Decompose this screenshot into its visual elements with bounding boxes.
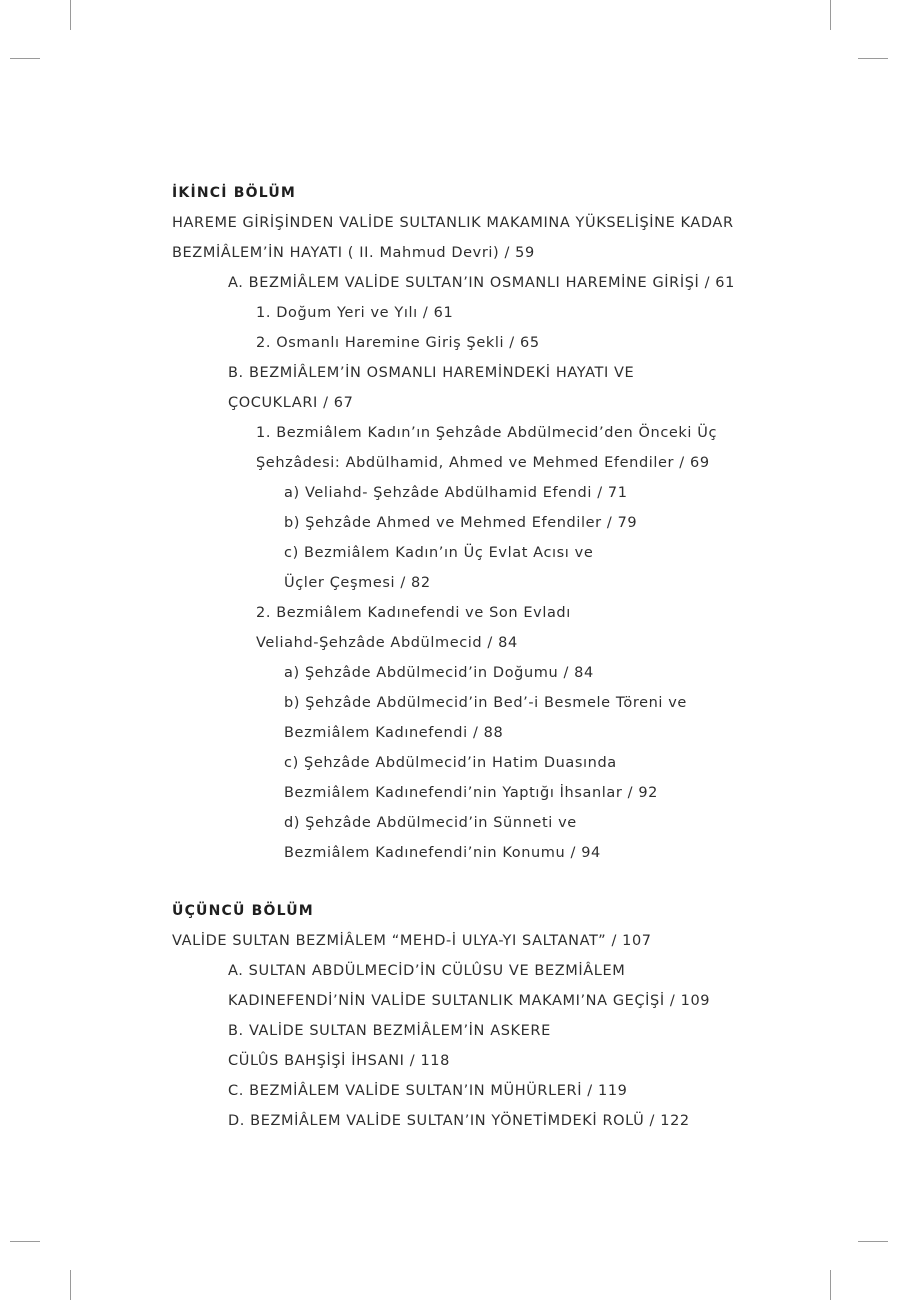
- crop-mark-top-right-vertical: [830, 0, 831, 30]
- toc-entry: VALİDE SULTAN BEZMİÂLEM “MEHD-İ ULYA-YI SALTANAT” / 107: [172, 933, 652, 949]
- toc-entry: b) Şehzâde Abdülmecid’in Bed’-i Besmele Töreni ve: [284, 695, 687, 711]
- section-heading: İKİNCİ BÖLÜM: [172, 185, 297, 201]
- toc-entry: Bezmiâlem Kadınefendi’nin Yaptığı İhsanlar / 92: [284, 785, 658, 801]
- toc-entry: C. BEZMİÂLEM VALİDE SULTAN’IN MÜHÜRLERİ / 119: [228, 1083, 628, 1099]
- toc-entry: KADINEFENDİ’NİN VALİDE SULTANLIK MAKAMI’NA GEÇİŞİ / 109: [228, 993, 711, 1009]
- section-gap: [172, 868, 872, 896]
- toc-entry: a) Şehzâde Abdülmecid’in Doğumu / 84: [284, 665, 594, 681]
- toc-entry: Bezmiâlem Kadınefendi / 88: [284, 725, 504, 741]
- toc-entry: 2. Bezmiâlem Kadınefendi ve Son Evladı: [256, 605, 571, 621]
- crop-mark-bottom-right-vertical: [830, 1270, 831, 1300]
- table-of-contents: [172, 178, 872, 1136]
- toc-entry: c) Şehzâde Abdülmecid’in Hatim Duasında: [284, 755, 617, 771]
- toc-entry: Şehzâdesi: Abdülhamid, Ahmed ve Mehmed Efendiler / 69: [256, 455, 710, 471]
- crop-mark-top-left-horizontal: [10, 58, 40, 59]
- toc-entry: B. BEZMİÂLEM’İN OSMANLI HAREMİNDEKİ HAYATI VE: [228, 365, 635, 381]
- toc-entry: b) Şehzâde Ahmed ve Mehmed Efendiler / 79: [284, 515, 638, 531]
- toc-entry: D. BEZMİÂLEM VALİDE SULTAN’IN YÖNETİMDEKİ ROLÜ / 122: [228, 1113, 690, 1129]
- section-heading: ÜÇÜNCÜ BÖLÜM: [172, 903, 314, 919]
- toc-entry: ÇOCUKLARI / 67: [228, 395, 354, 411]
- toc-entry: 2. Osmanlı Haremine Giriş Şekli / 65: [256, 335, 540, 351]
- toc-entry: Bezmiâlem Kadınefendi’nin Konumu / 94: [284, 845, 601, 861]
- crop-mark-bottom-right-horizontal: [858, 1241, 888, 1242]
- toc-entry: CÜLÛS BAHŞİŞİ İHSANI / 118: [228, 1053, 450, 1069]
- toc-entry: Üçler Çeşmesi / 82: [284, 575, 431, 591]
- toc-entry: B. VALİDE SULTAN BEZMİÂLEM’İN ASKERE: [228, 1023, 551, 1039]
- crop-mark-bottom-left-vertical: [70, 1270, 71, 1300]
- crop-mark-top-left-vertical: [70, 0, 71, 30]
- toc-entry: 1. Bezmiâlem Kadın’ın Şehzâde Abdülmecid’den Önceki Üç: [256, 425, 718, 441]
- crop-mark-top-right-horizontal: [858, 58, 888, 59]
- toc-entry: HAREME GİRİŞİNDEN VALİDE SULTANLIK MAKAMINA YÜKSELİŞİNE KADAR: [172, 215, 734, 231]
- toc-entry: c) Bezmiâlem Kadın’ın Üç Evlat Acısı ve: [284, 545, 594, 561]
- toc-entry: BEZMİÂLEM’İN HAYATI ( II. Mahmud Devri) / 59: [172, 245, 535, 261]
- toc-entry: a) Veliahd- Şehzâde Abdülhamid Efendi / 71: [284, 485, 628, 501]
- crop-mark-bottom-left-horizontal: [10, 1241, 40, 1242]
- toc-entry: A. BEZMİÂLEM VALİDE SULTAN’IN OSMANLI HAREMİNE GİRİŞİ / 61: [228, 275, 735, 291]
- toc-entry: Veliahd-Şehzâde Abdülmecid / 84: [256, 635, 518, 651]
- toc-entry: 1. Doğum Yeri ve Yılı / 61: [256, 305, 454, 321]
- toc-entry: A. SULTAN ABDÜLMECİD’İN CÜLÛSU VE BEZMİÂLEM: [228, 963, 626, 979]
- toc-entry: d) Şehzâde Abdülmecid’in Sünneti ve: [284, 815, 577, 831]
